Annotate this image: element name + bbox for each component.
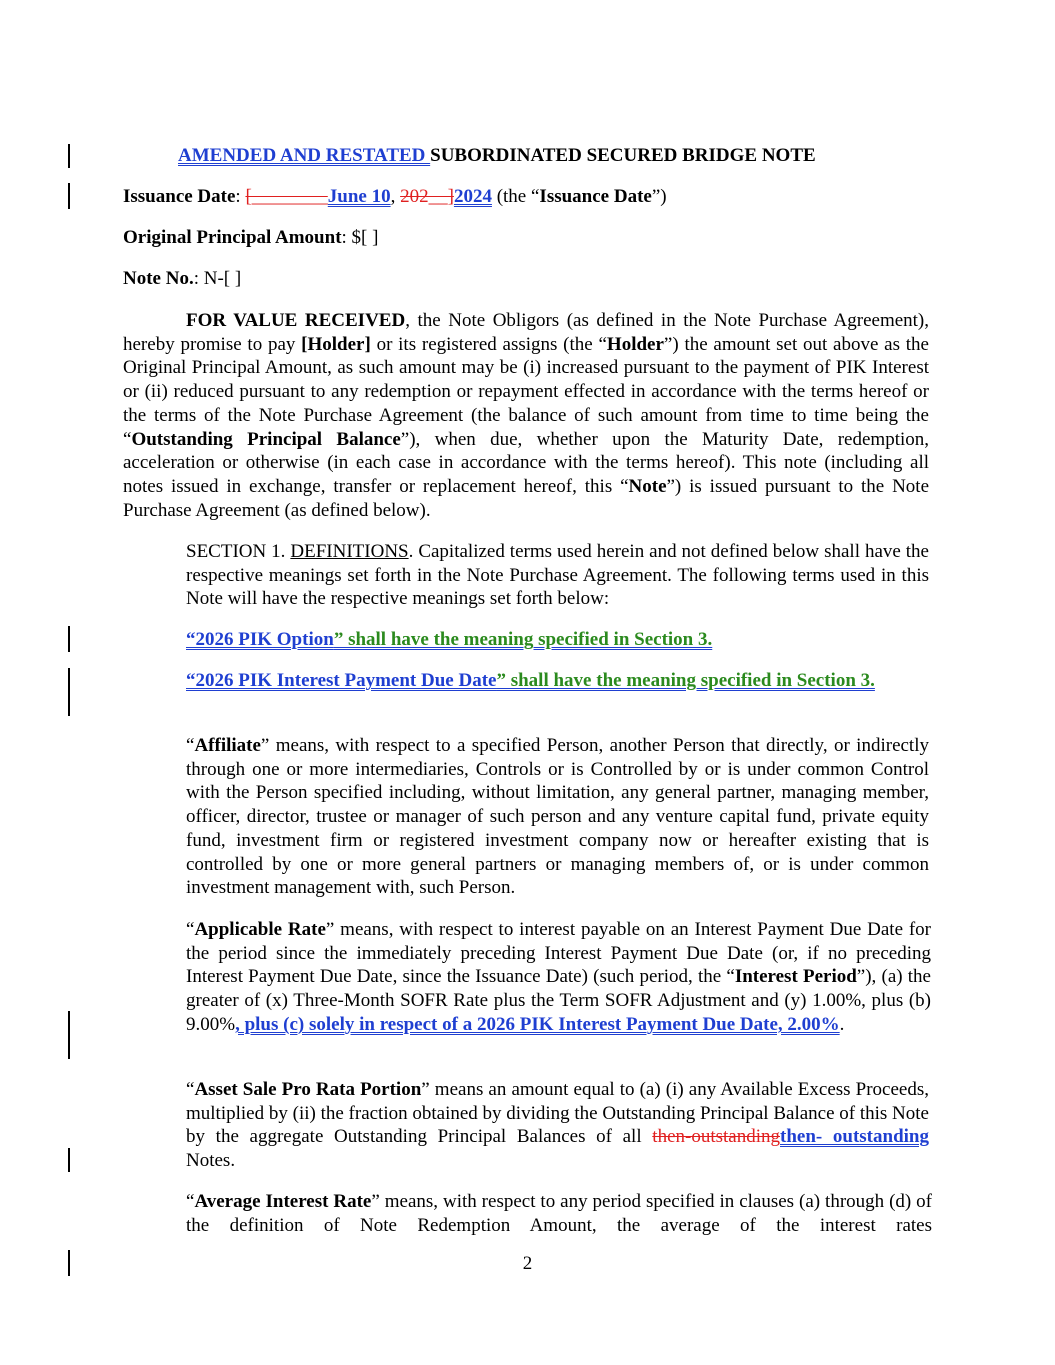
defined-term: 2026 PIK Option [195, 629, 334, 650]
quote-mark: “ [186, 1079, 195, 1100]
quote-mark: “ [186, 1191, 195, 1212]
quote-mark: “ [186, 670, 196, 691]
change-bar [68, 183, 70, 209]
change-bar [68, 1148, 70, 1172]
quote-mark: “ [186, 919, 195, 940]
definition-affiliate [186, 734, 929, 900]
intro-text: ”) the amount set out above as the Original Principal Amount, as such amount may be (i) increased pursuant to the payment of PIK Interest or (ii) reduced pursuant to any redemption or repayment effected in accordance with the terms hereof or the terms of the Note Purchase Agreement (the balance of such amount from time to time being the “ [123, 333, 929, 450]
intro-text: or its registered assigns (the “ [370, 333, 607, 355]
principal-amount-line [123, 226, 378, 250]
section-1-paragraph [186, 540, 929, 611]
document-title [178, 144, 816, 168]
definition-applicable-rate [186, 918, 931, 1037]
note-number-label: Note No. [123, 268, 194, 289]
change-bar [68, 626, 70, 652]
opb-term: Outstanding Principal Balance [131, 428, 401, 450]
issuance-tail: (the “ [491, 186, 540, 207]
intro-paragraph [123, 309, 929, 522]
defined-term: Average Interest Rate [194, 1191, 372, 1212]
intro-text: ”), when due, whether upon the Maturity Date, redemption, acceleration or otherwise (in each case in accordance with the terms hereof). This note (including all notes issued in exchange, transfer or replacement hereof, this “ [123, 428, 930, 497]
defined-term: Interest Period [734, 966, 857, 988]
note-number-line [123, 267, 241, 291]
inserted-date: June 10 [327, 186, 391, 207]
intro-text: ”) is issued pursuant to the Note Purchase Agreement (as defined below). [123, 475, 929, 521]
change-bar [68, 668, 70, 716]
definition-text: ” shall have the meaning specified in Section 3. [333, 629, 713, 650]
defined-term: Applicable Rate [194, 919, 326, 940]
inserted-year: 2024 [453, 186, 492, 207]
quote-mark: “ [186, 735, 195, 756]
note-number-value: : N-[ ] [193, 268, 242, 289]
moved-text [186, 629, 712, 650]
issuance-date-label: Issuance Date [123, 186, 236, 207]
definition-text: ” shall have the meaning specified in Section 3. [496, 670, 875, 691]
holder-placeholder: [Holder] [301, 333, 371, 355]
colon: : [235, 186, 246, 207]
section-heading: DEFINITIONS [290, 541, 409, 562]
deleted-year-placeholder: 202__] [400, 186, 454, 207]
definition-2026-pik-due-date [186, 669, 931, 693]
defined-term: 2026 PIK Interest Payment Due Date [195, 670, 497, 691]
section-text: . Capitalized terms used herein and not defined below shall have the respective meanings set forth in the Note Purchase Agreement. The following terms used in this Note will have the respective meanings set forth below: [186, 541, 929, 610]
inserted-text: then- outstanding [780, 1126, 929, 1148]
deleted-text: then-outstanding [652, 1126, 780, 1148]
section-number: SECTION 1. [186, 541, 291, 562]
holder-term: Holder [606, 333, 664, 355]
intro-lead: FOR VALUE RECEIVED [186, 310, 406, 331]
quote-mark: “ [186, 629, 196, 650]
definition-asset-sale-pro-rata [186, 1078, 929, 1173]
principal-value: : $[ ] [341, 227, 379, 248]
definition-2026-pik-option [186, 628, 931, 652]
title-inserted-text: AMENDED AND RESTATED [178, 145, 431, 166]
definition-average-interest-rate [186, 1190, 932, 1237]
title-text: SUBORDINATED SECURED BRIDGE NOTE [430, 145, 816, 166]
principal-label: Original Principal Amount [123, 227, 342, 248]
inserted-text: , plus (c) solely in respect of a 2026 PIK Interest Payment Due Date, 2.00% [235, 1013, 840, 1035]
defined-term: Affiliate [194, 735, 261, 756]
definition-text: ” means an amount equal to (a) (i) any Available Excess Proceeds, multiplied by (ii) the fraction obtained by dividing the Outstanding Principal Balance of this Note by the aggregate Outstanding Principal Balances of all [186, 1079, 929, 1148]
change-bar [68, 144, 70, 168]
period: . [839, 1013, 845, 1035]
deleted-placeholder: [________ [245, 186, 328, 207]
comma: , [390, 186, 401, 207]
defined-term: Asset Sale Pro Rata Portion [194, 1079, 422, 1100]
page-number: 2 [522, 1253, 533, 1274]
issuance-defined-term: Issuance Date [539, 186, 652, 207]
definition-text: Notes. [186, 1150, 236, 1172]
issuance-tail-close: ”) [651, 186, 667, 207]
definition-text: ”), (a) the greater of (x) Three-Month SOFR Rate plus the Term SOFR Adjustment and (y) 1.00%, plus (b) 9.00% [186, 966, 931, 1035]
note-term: Note [628, 475, 667, 497]
intro-text: , the Note Obligors (as defined in the Note Purchase Agreement), hereby promise to pay [123, 310, 930, 355]
definition-text: ” means, with respect to interest payable on an Interest Payment Due Date for the period since the immediately preceding Interest Payment Due Date (or, if no preceding Interest Payment Due Date, since the Issuance Date) (such period, the “ [186, 919, 931, 988]
definition-text: ” means, with respect to a specified Person, another Person that directly, or indirectly through one or more intermediaries, Controls or is Controlled by or is under common Control with the Person specified including, without limitation, any general partner, managing member, officer, director, trustee or manager of such person and any venture capital fund, private equity fund, investment firm or registered investment company now or hereafter existing that is controlled by one or more general partners or managing members of, or is under common investment management with, such Person. [186, 735, 929, 899]
definition-text: ” means, with respect to any period specified in clauses (a) through (d) of the definition of Note Redemption Amount, the average of the interest rates [186, 1191, 932, 1236]
issuance-date-line [123, 185, 667, 209]
moved-text [186, 670, 875, 691]
change-bar [68, 1011, 70, 1059]
